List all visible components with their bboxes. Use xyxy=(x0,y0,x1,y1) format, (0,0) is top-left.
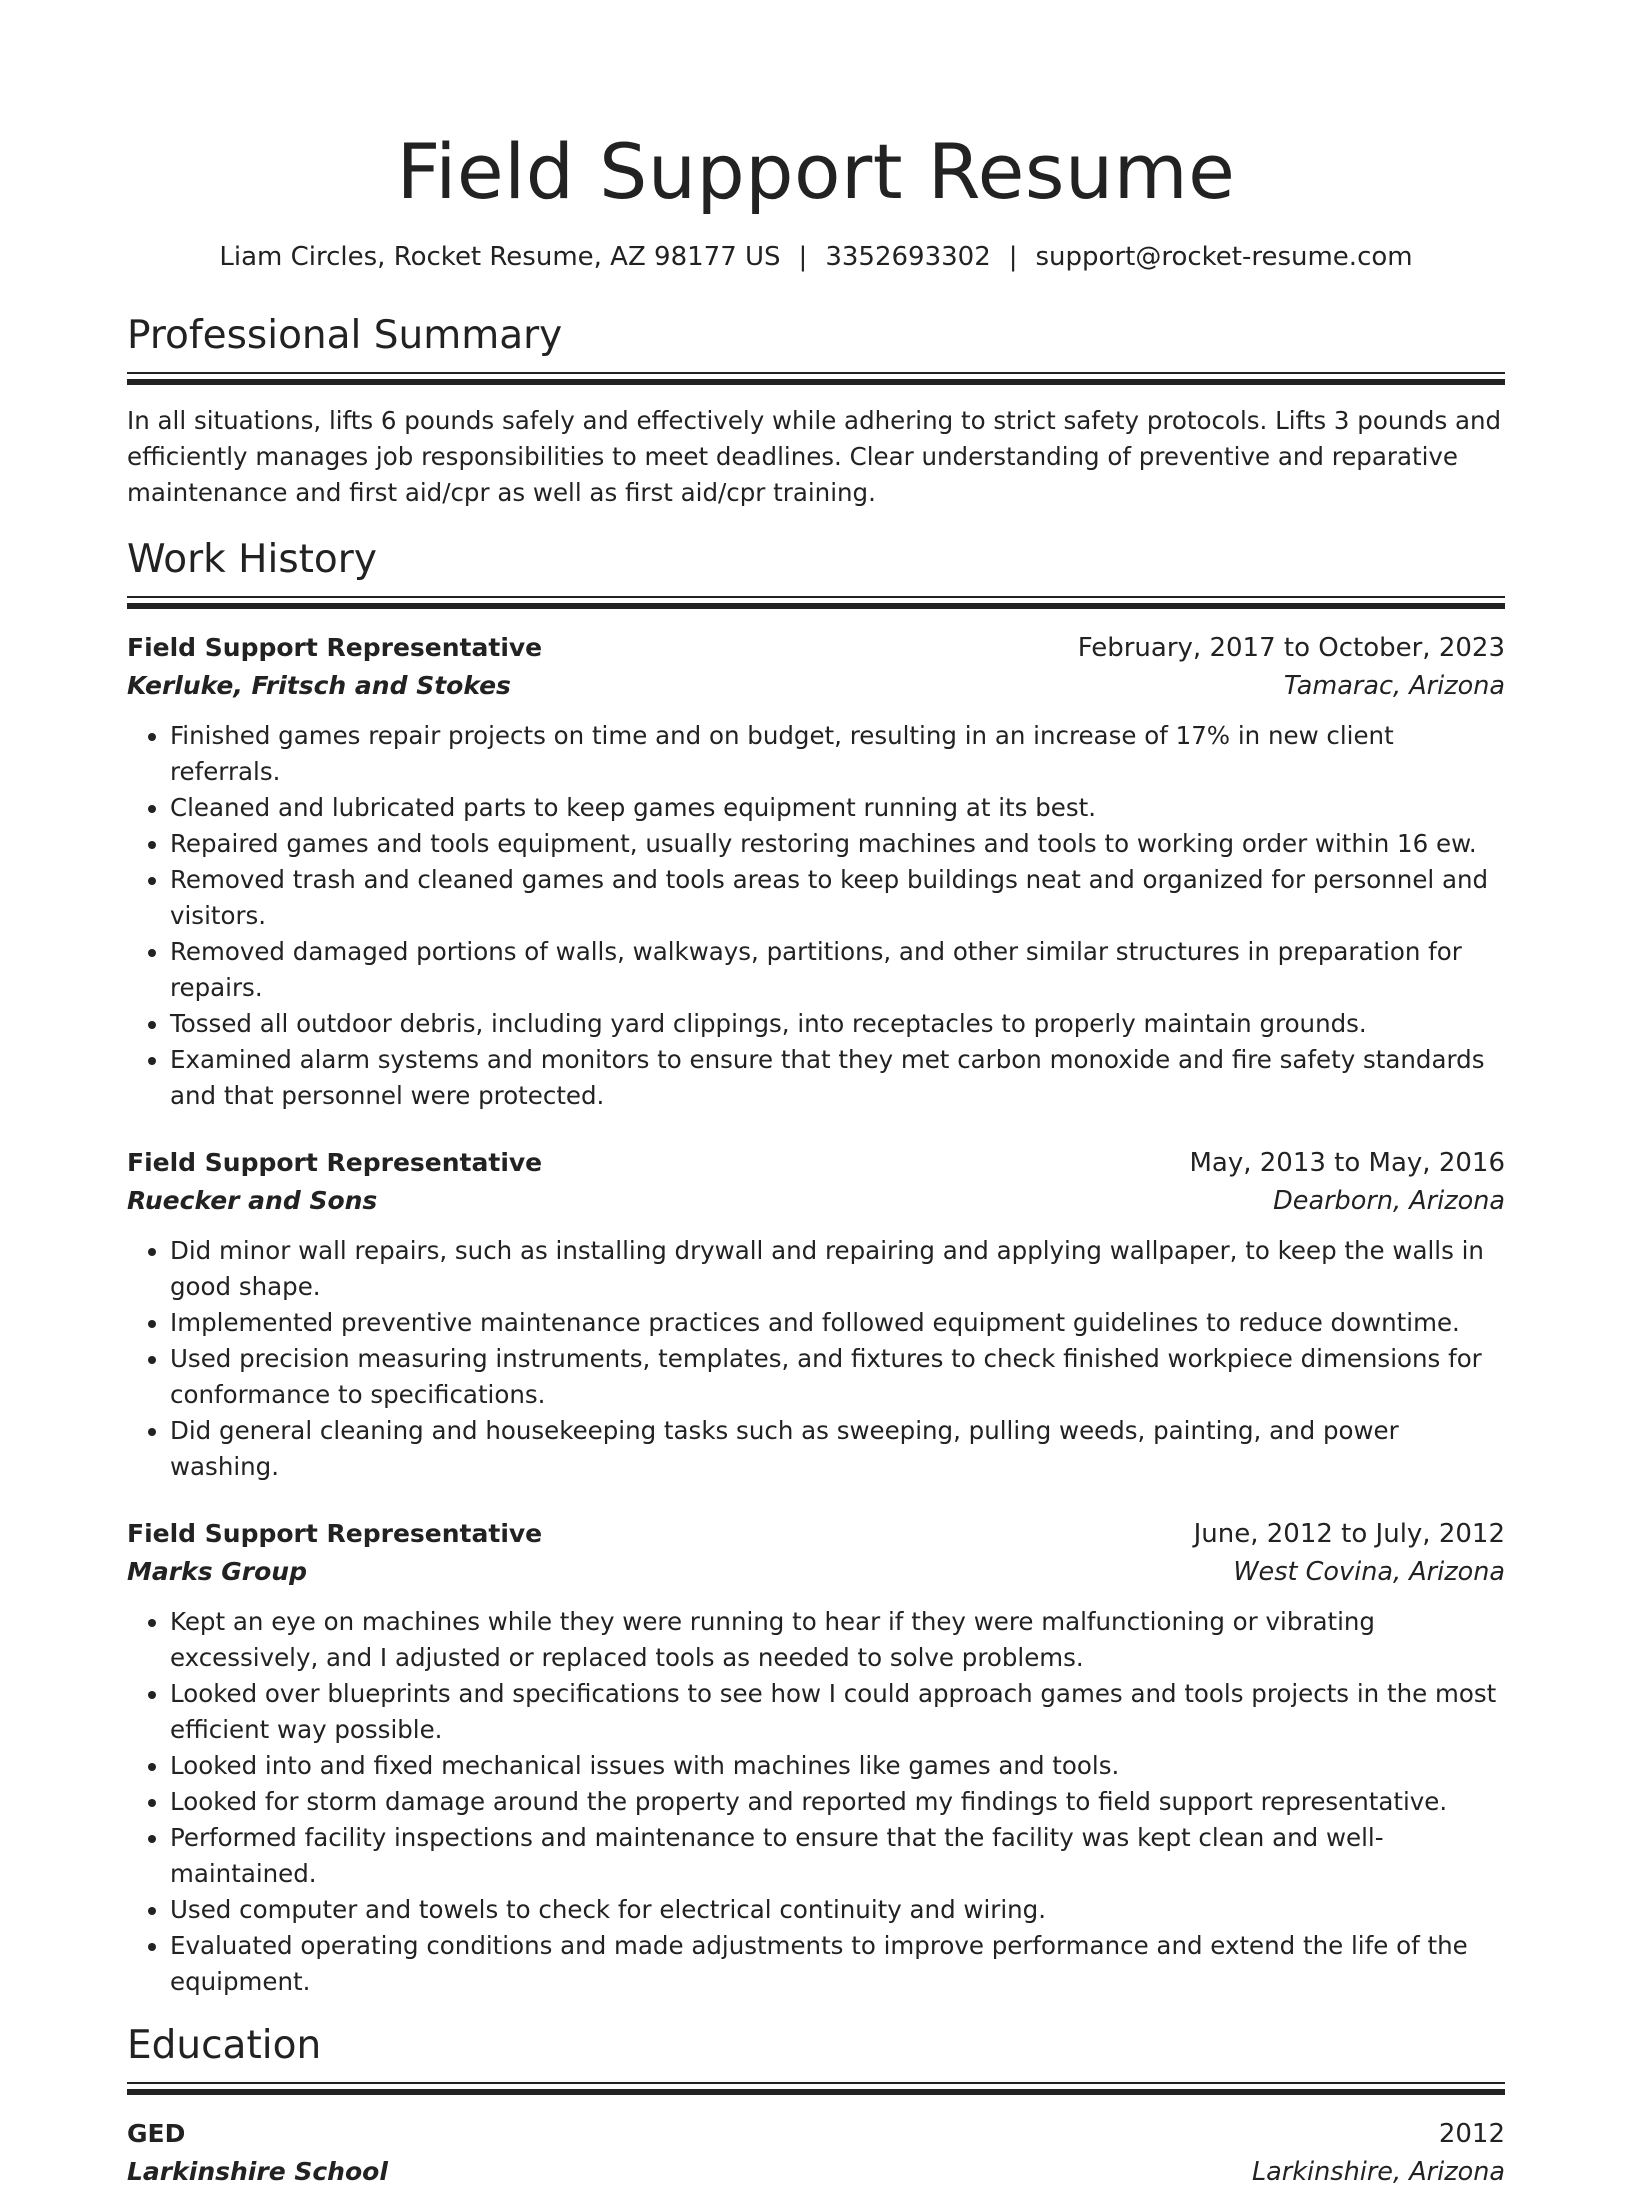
list-item: • Finished games repair projects on time and on budget, resulting in an increase of 17% in new client referrals. xyxy=(170,718,1505,790)
company-name: Marks Group xyxy=(127,1557,308,1586)
job-bullets xyxy=(127,1233,1505,1485)
graduation-year: 2012 xyxy=(1438,2119,1505,2149)
degree: GED xyxy=(127,2119,186,2148)
summary-text: In all situations, lifts 6 pounds safely and effectively while adhering to strict safety protocols. Lifts 3 pounds and efficiently manages job responsibilities to meet deadlines. Clear understanding of preventive and reparative maintenance and first aid/cpr as well as first aid/cpr training. xyxy=(127,406,1502,507)
list-item: • Removed trash and cleaned games and tools areas to keep buildings neat and organized for personnel and visitors. xyxy=(170,862,1505,934)
work-history-heading: Work History xyxy=(127,537,377,582)
education-heading: Education xyxy=(127,2023,322,2068)
section-divider xyxy=(127,372,1505,386)
resume-title: Field Support Resume xyxy=(396,127,1236,216)
school-location: Larkinshire, Arizona xyxy=(1251,2157,1505,2187)
list-item: • Cleaned and lubricated parts to keep games equipment running at its best. xyxy=(170,790,1505,826)
list-item: • Did minor wall repairs, such as installing drywall and repairing and applying wallpaper, to keep the walls in good shape. xyxy=(170,1233,1505,1305)
list-item: • Tossed all outdoor debris, including yard clippings, into receptacles to properly maintain grounds. xyxy=(170,1006,1505,1042)
contact-separator: | xyxy=(798,242,808,272)
list-item: • Evaluated operating conditions and made adjustments to improve performance and extend the life of the equipment. xyxy=(170,1928,1505,2000)
summary-section xyxy=(127,312,1505,511)
list-item: • Used precision measuring instruments, templates, and fixtures to check finished workpiece dimensions for conformance to specifications. xyxy=(170,1341,1505,1413)
job-title: Field Support Representative xyxy=(127,1148,543,1177)
list-item: • Kept an eye on machines while they were running to hear if they were malfunctioning or vibrating excessively, and I adjusted or replaced tools as needed to solve problems. xyxy=(170,1604,1505,1676)
job-entry xyxy=(127,1515,1505,2000)
job-entry xyxy=(127,1144,1505,1485)
contact-phone: 3352693302 xyxy=(825,242,991,272)
job-location: Dearborn, Arizona xyxy=(1273,1186,1505,1216)
job-dates: May, 2013 to May, 2016 xyxy=(1189,1148,1505,1178)
company-name: Ruecker and Sons xyxy=(127,1186,378,1215)
list-item: • Repaired games and tools equipment, usually restoring machines and tools to working order within 16 ew. xyxy=(170,826,1505,862)
summary-heading: Professional Summary xyxy=(127,313,563,358)
job-title: Field Support Representative xyxy=(127,633,543,662)
school-name: Larkinshire School xyxy=(127,2157,388,2186)
job-dates: February, 2017 to October, 2023 xyxy=(1077,633,1505,663)
job-dates: June, 2012 to July, 2012 xyxy=(1193,1519,1505,1549)
contact-line xyxy=(127,240,1505,274)
section-divider xyxy=(127,596,1505,610)
list-item: • Used computer and towels to check for electrical continuity and wiring. xyxy=(170,1892,1505,1928)
list-item: • Looked into and fixed mechanical issues with machines like games and tools. xyxy=(170,1748,1505,1784)
section-divider xyxy=(127,2082,1505,2096)
list-item: • Did general cleaning and housekeeping tasks such as sweeping, pulling weeds, painting, and power washing. xyxy=(170,1413,1505,1485)
list-item: • Examined alarm systems and monitors to ensure that they met carbon monoxide and fire safety standards and that personnel were protected. xyxy=(170,1042,1505,1114)
contact-separator: | xyxy=(1008,242,1018,272)
job-location: Tamarac, Arizona xyxy=(1283,671,1505,701)
job-entry xyxy=(127,629,1505,1114)
work-history-section xyxy=(127,536,1505,2000)
job-title: Field Support Representative xyxy=(127,1519,543,1548)
education-section xyxy=(127,2022,1505,2191)
contact-address: Liam Circles, Rocket Resume, AZ 98177 US xyxy=(219,242,781,272)
job-bullets xyxy=(127,1604,1505,2000)
job-bullets xyxy=(127,718,1505,1114)
list-item: • Implemented preventive maintenance practices and followed equipment guidelines to reduce downtime. xyxy=(170,1305,1505,1341)
contact-email: support@rocket-resume.com xyxy=(1035,242,1413,272)
list-item: • Looked for storm damage around the property and reported my findings to field support representative. xyxy=(170,1784,1505,1820)
company-name: Kerluke, Fritsch and Stokes xyxy=(127,671,511,700)
list-item: • Looked over blueprints and specifications to see how I could approach games and tools projects in the most efficient way possible. xyxy=(170,1676,1505,1748)
list-item: • Performed facility inspections and maintenance to ensure that the facility was kept clean and well-maintained. xyxy=(170,1820,1505,1892)
education-entry xyxy=(127,2115,1505,2191)
list-item: • Removed damaged portions of walls, walkways, partitions, and other similar structures in preparation for repairs. xyxy=(170,934,1505,1006)
job-location: West Covina, Arizona xyxy=(1233,1557,1505,1587)
